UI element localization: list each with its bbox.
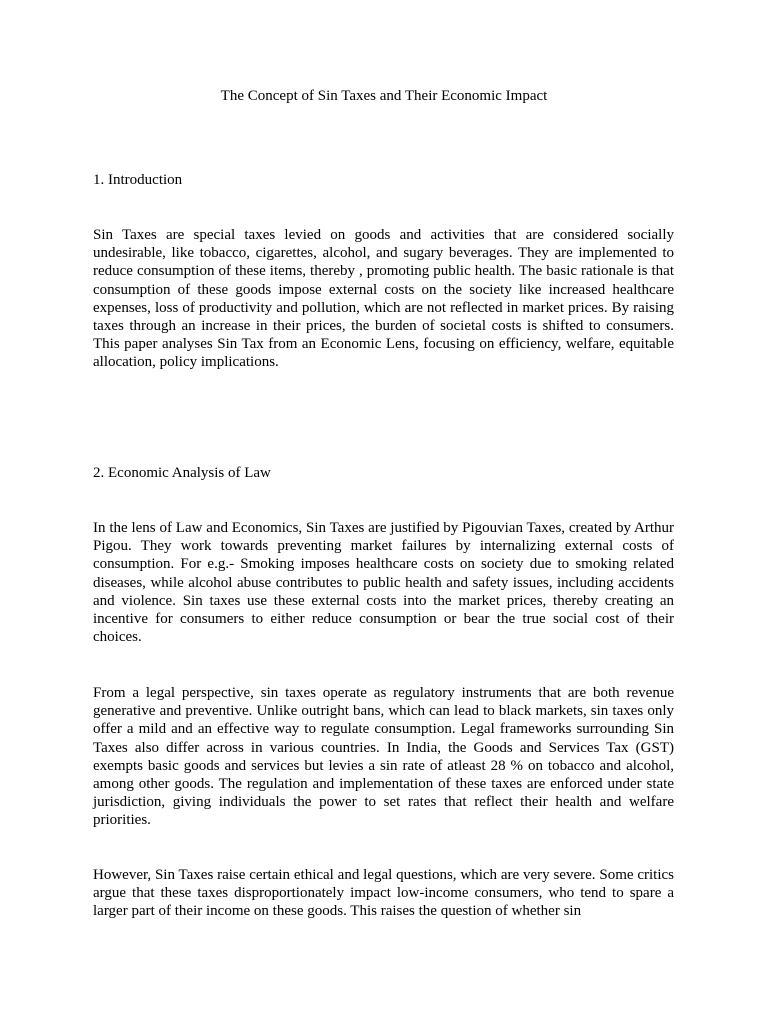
section-heading-introduction: 1. Introduction xyxy=(93,172,183,188)
document-title: The Concept of Sin Taxes and Their Economic Impact xyxy=(220,88,548,104)
economic-analysis-paragraph-2: From a legal perspective, sin taxes operate as regulatory instruments that are both revenue generative and preventive. Unlike outright bans, which can lead to black markets, sin taxes only offer a mild and an effective way to regulate consumption. Legal frameworks surrounding Sin Taxes also differ across in various countries. In India, the Goods and Services Tax (GST) exempts basic goods and services but levies a sin rate of atleast 28 % on tobacco and alcohol, among other goods. The regulation and implementation of these taxes are enforced under state jurisdiction, giving individuals the power to set rates that reflect their health and welfare priorities. xyxy=(93,685,674,829)
introduction-paragraph: Sin Taxes are special taxes levied on goods and activities that are considered socially undesirable, like tobacco, cigarettes, alcohol, and sugary beverages. They are implemented to reduce consumption of these items, thereby , promoting public health. The basic rationale is that consumption of these goods impose external costs on the society like increased healthcare expenses, loss of productivity and pollution, which are not reflected in market prices. By raising taxes through an increase in their prices, the burden of societal costs is shifted to consumers. This paper analyses Sin Tax from an Economic Lens, focusing on efficiency, welfare, equitable allocation, policy implications. xyxy=(93,227,674,371)
section-heading-economic-analysis: 2. Economic Analysis of Law xyxy=(93,465,271,481)
economic-analysis-paragraph-3: However, Sin Taxes raise certain ethical and legal questions, which are very severe. Some critics argue that these taxes disproportionately impact low-income consumers, who tend to spare a larger part of their income on these goods. This raises the question of whether sin xyxy=(93,867,674,920)
economic-analysis-paragraph-1: In the lens of Law and Economics, Sin Taxes are justified by Pigouvian Taxes, created by Arthur Pigou. They work towards preventing market failures by internalizing external costs of consumption. For e.g.- Smoking imposes healthcare costs on society due to smoking related diseases, while alcohol abuse contributes to public health and safety issues, including accidents and violence. Sin taxes use these external costs into the market prices, thereby creating an incentive for consumers to either reduce consumption or bear the true social cost of their choices. xyxy=(93,520,674,646)
